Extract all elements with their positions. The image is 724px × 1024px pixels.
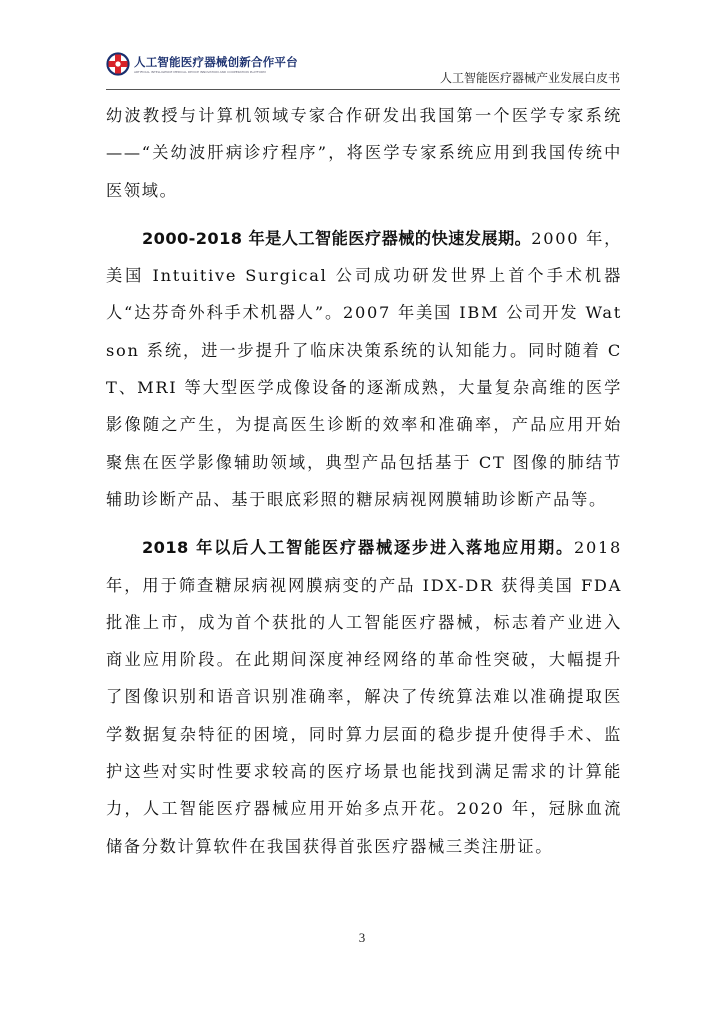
paragraph-3 — [106, 529, 622, 865]
logo-subtitle: ARTIFICIAL INTELLIGENCE MEDICAL DEVICE INNOVATION AND COOPERATION PLATFORM — [134, 70, 266, 74]
cross-logo-icon — [106, 52, 130, 76]
page-header — [0, 0, 724, 96]
platform-logo — [106, 52, 346, 80]
paragraph-3-text: 2018 年，用于筛查糖尿病视网膜病变的产品 IDX-DR 获得美国 FDA 批准上市，成为首个获批的人工智能医疗器械，标志着产业进入商业应用阶段。在此期间深度神经网络的革命性突破，大幅提升了图像识别和语音识别准确率，解决了传统算法难以准确提取医学数据复杂特征的困境，同时算力层面的稳步提升使得手术、监护这些对实时性要求较高的医疗场景也能找到满足需求的计算能力，人工智能医疗器械应用开始多点开花。2020 年，冠脉血流储备分数计算软件在我国获得首张医疗器械三类注册证。 — [106, 538, 622, 856]
paragraph-2-heading: 2000-2018 年是人工智能医疗器械的快速发展期。 — [142, 228, 532, 248]
document-title: 人工智能医疗器械产业发展白皮书 — [439, 71, 620, 85]
page-number: 3 — [358, 930, 366, 945]
paragraph-3-heading: 2018 年以后人工智能医疗器械逐步进入落地应用期。 — [142, 538, 574, 558]
paragraph-1-text: 幼波教授与计算机领域专家合作研发出我国第一个医学专家系统——“关幼波肝病诊疗程序”，将医学专家系统应用到我国传统中医领域。 — [106, 106, 622, 200]
paragraph-1 — [106, 97, 622, 209]
header-divider — [106, 89, 620, 90]
paragraph-2-text: 2000 年，美国 Intuitive Surgical 公司成功研发世界上首个手术机器人“达芬奇外科手术机器人”。2007 年美国 IBM 公司开发 Watson 系统，进一步提升了临床决策系统的认知能力。同时随着 CT、MRI 等大型医学成像设备的逐渐成熟，大量复杂高维的医学影像随之产生，为提高医生诊断的效率和准确率，产品应用开始聚焦在医学影像辅助领域，典型产品包括基于 CT 图像的肺结节辅助诊断产品、基于眼底彩照的糖尿病视网膜辅助诊断产品等。 — [106, 228, 622, 509]
logo-name: 人工智能医疗器械创新合作平台 — [134, 55, 298, 69]
page-body — [106, 97, 622, 865]
paragraph-2 — [106, 220, 622, 518]
